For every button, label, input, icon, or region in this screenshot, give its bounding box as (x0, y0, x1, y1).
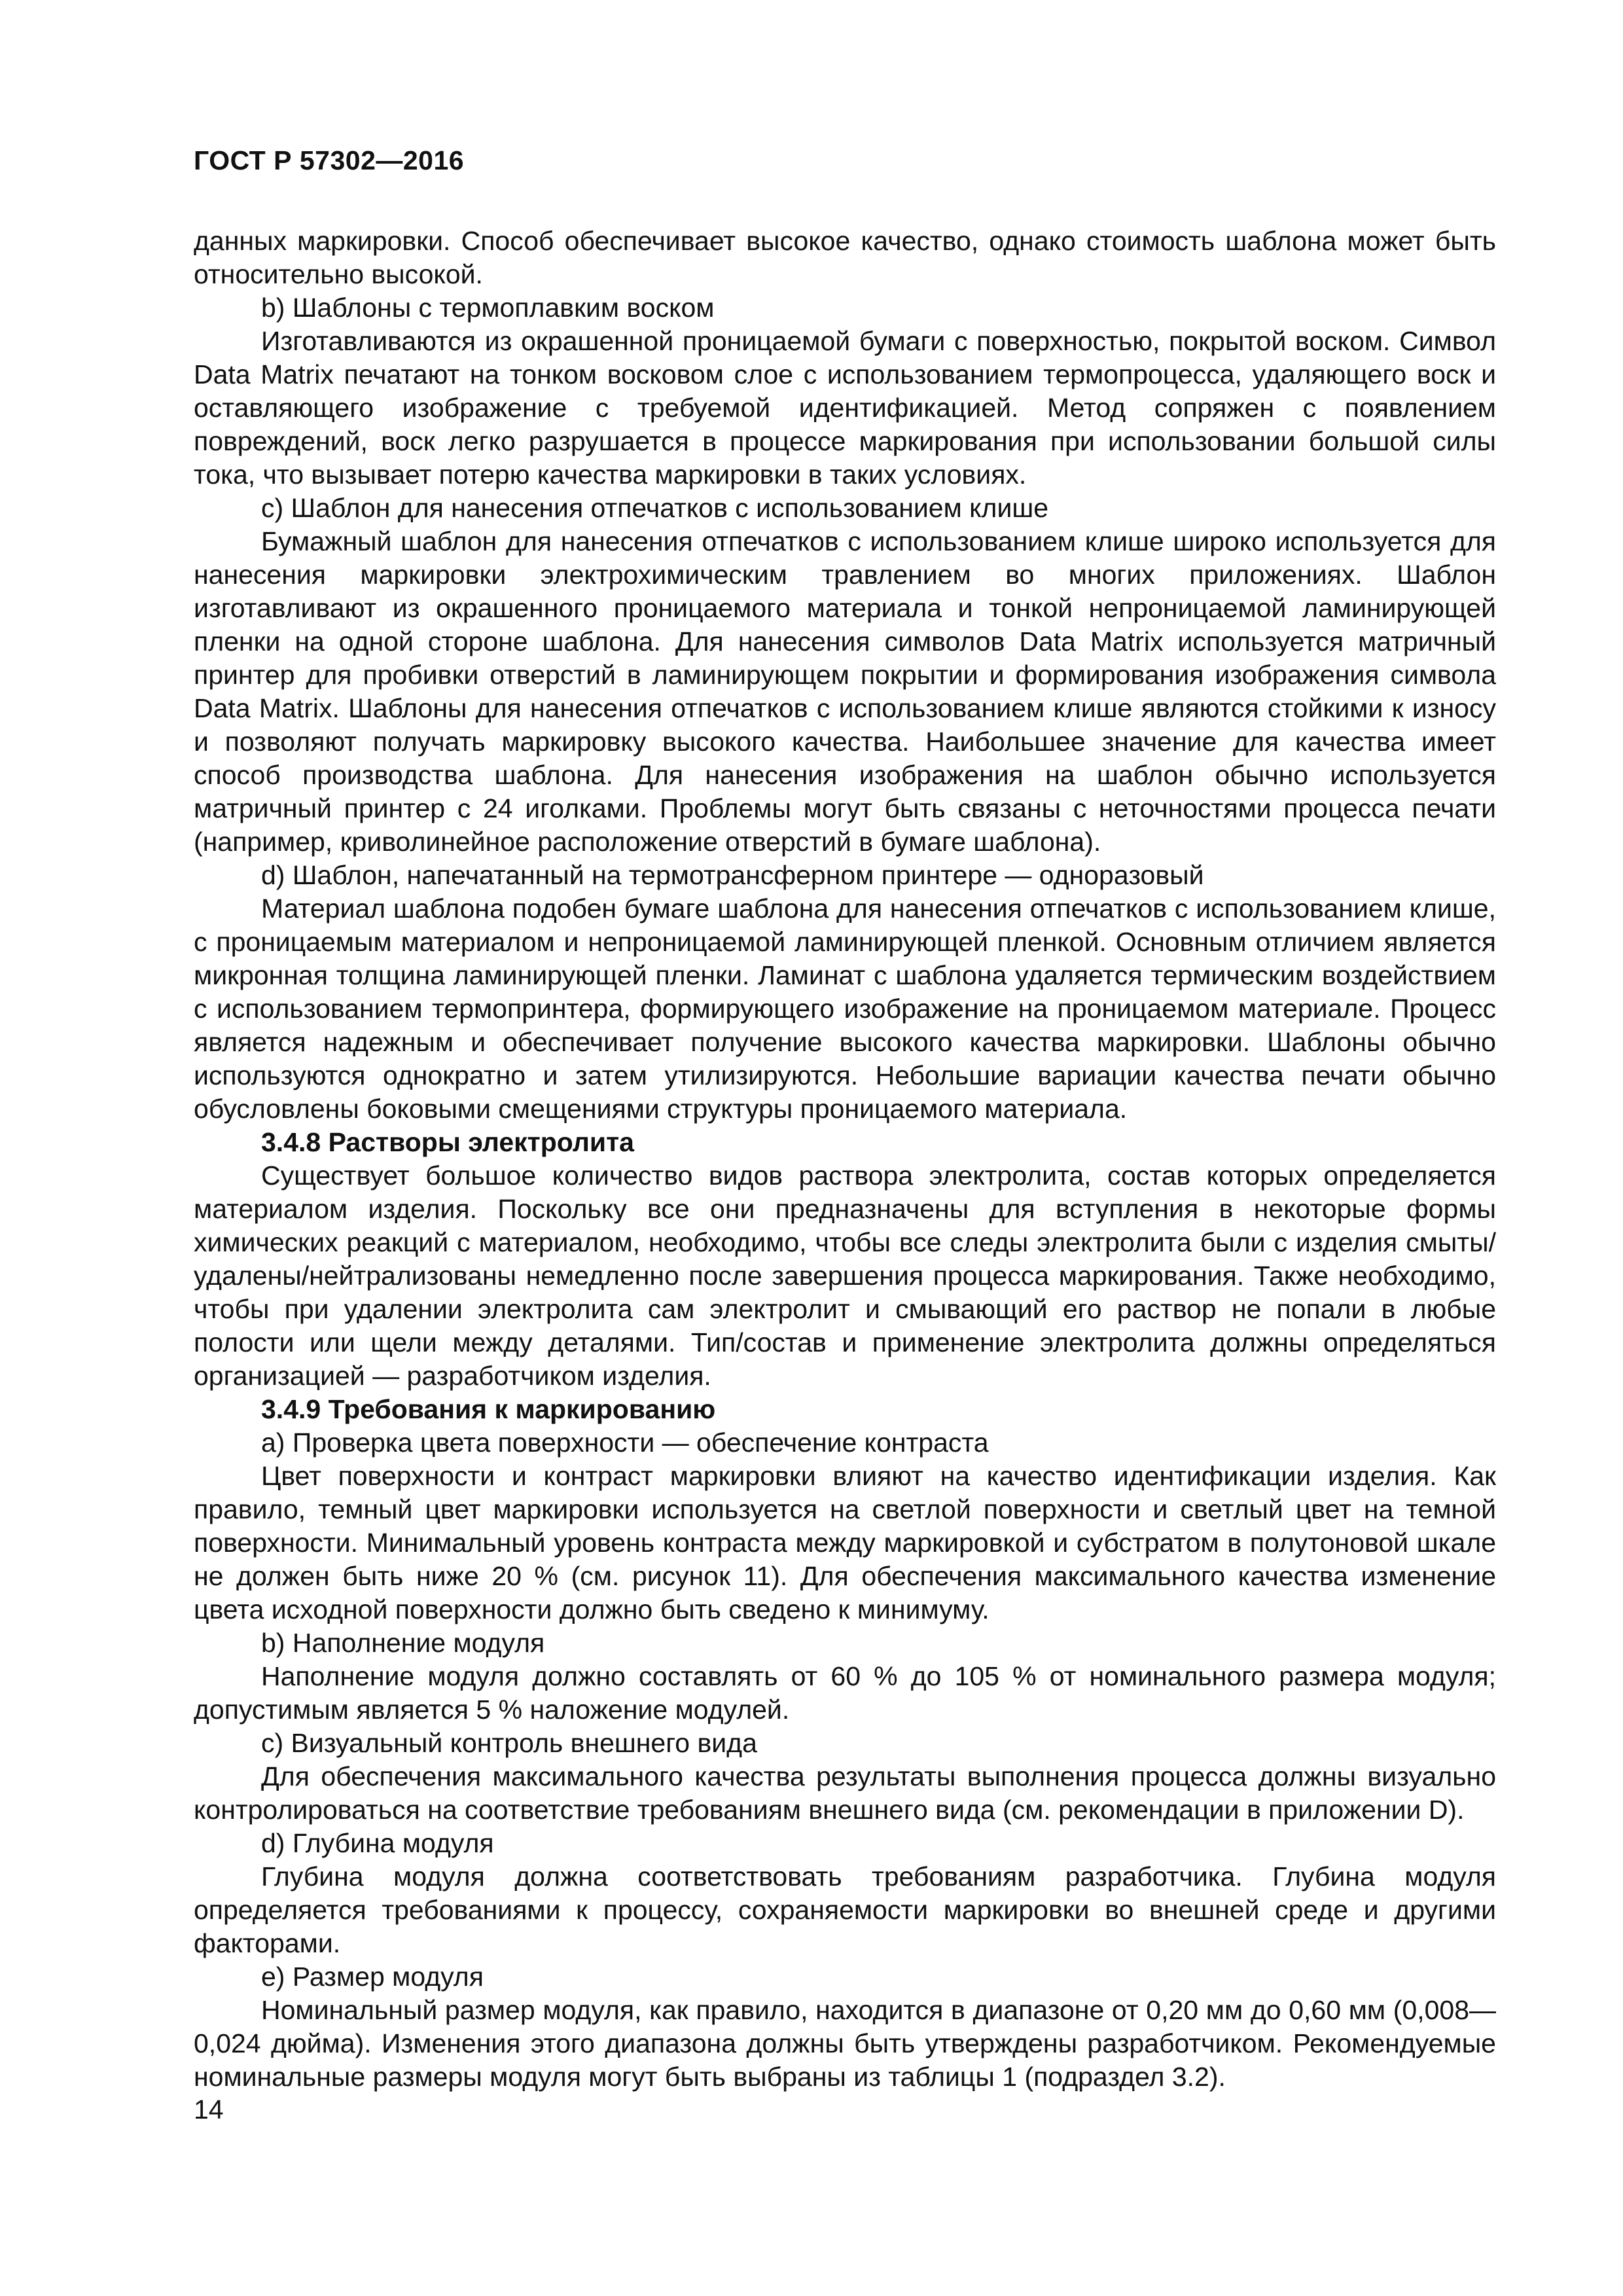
paragraph: данных маркировки. Способ обеспечивает высокое качество, однако стоимость шаблона может быть относительно высокой. (194, 226, 1496, 289)
section-heading: 3.4.8 Растворы электролита (261, 1127, 634, 1157)
list-item-heading: b) Шаблоны с термоплавким воском (261, 293, 715, 323)
paragraph: Бумажный шаблон для нанесения отпечатков с использованием клише широко используется для нанесения маркировки электрохимическим травлением во многих приложениях. Шаблон изготавливают из окрашенного проницаемого материала и тонкой непроницаемой ламинирующей пленки на одной стороне шаблона. Для нанесения символов Data Matrix используется матричный принтер для пробивки отверстий в ламинирующем покрытии и формирования изображения символа Data Matrix. Шаблоны для нанесения отпечатков с использованием клише являются стойкими к износу и позволяют получать маркировку высокого качества. Наибольшее значение для качества имеет способ производства шаблона. Для нанесения изображения на шаблон обычно используется матричный принтер с 24 иголками. Проблемы могут быть связаны с неточностями процесса печати (например, криволинейное расположение отверстий в бумаге шаблона). (194, 526, 1496, 857)
paragraph: Для обеспечения максимального качества результаты выполнения процесса должны визуально контролироваться на соответствие требованиям внешнего вида (см. рекомендации в приложении D). (194, 1761, 1496, 1825)
section-heading: 3.4.9 Требования к маркированию (261, 1394, 716, 1424)
paragraph: Существует большое количество видов раствора электролита, состав которых определяется материалом изделия. Поскольку все они предназначены для вступления в некоторые формы химических реакций с материалом, необходимо, чтобы все следы электролита были с изделия смыты/удалены/нейтрализованы немедленно после завершения процесса маркирования. Также необходимо, чтобы при удалении электролита сам электролит и смывающий его раствор не попали в любые полости или щели между деталями. Тип/состав и применение электролита должны определяться организацией — разработчиком изделия. (194, 1160, 1496, 1391)
list-item-heading: d) Глубина модуля (261, 1828, 494, 1858)
paragraph: Глубина модуля должна соответствовать требованиям разработчика. Глубина модуля определяется требованиями к процессу, сохраняемости маркировки во внешней среде и другими факторами. (194, 1861, 1496, 1958)
list-item-heading: b) Наполнение модуля (261, 1628, 545, 1658)
paragraph: Номинальный размер модуля, как правило, находится в диапазоне от 0,20 мм до 0,60 мм (0,008—0,024 дюйма). Изменения этого диапазона должны быть утверждены разработчиком. Рекомендуемые номинальные размеры модуля могут быть выбраны из таблицы 1 (подраздел 3.2). (194, 1995, 1496, 2092)
list-item-heading: d) Шаблон, напечатанный на термотрансферном принтере — одноразовый (261, 860, 1204, 890)
list-item-heading: a) Проверка цвета поверхности — обеспечение контраста (261, 1427, 989, 1458)
paragraph: Цвет поверхности и контраст маркировки влияют на качество идентификации изделия. Как правило, темный цвет маркировки используется на светлой поверхности и светлый цвет на темной поверхности. Минимальный уровень контраста между маркировкой и субстратом в полутоновой шкале не должен быть ниже 20 % (см. рисунок 11). Для обеспечения максимального качества изменение цвета исходной поверхности должно быть сведено к минимуму. (194, 1461, 1496, 1624)
list-item-heading: e) Размер модуля (261, 1962, 484, 1992)
page-number: 14 (194, 2094, 224, 2125)
list-item-heading: c) Визуальный контроль внешнего вида (261, 1728, 757, 1758)
paragraph: Материал шаблона подобен бумаге шаблона для нанесения отпечатков с использованием клише, с проницаемым материалом и непроницаемой ламинирующей пленкой. Основным отличием является микронная толщина ламинирующей пленки. Ламинат с шаблона удаляется термическим воздействием с использованием термопринтера, формирующего изображение на проницаемом материале. Процесс является надежным и обеспечивает получение высокого качества маркировки. Шаблоны обычно используются однократно и затем утилизируются. Небольшие вариации качества печати обычно обусловлены боковыми смещениями структуры проницаемого материала. (194, 893, 1496, 1124)
body-text (194, 224, 1496, 2094)
paragraph: Изготавливаются из окрашенной проницаемой бумаги с поверхностью, покрытой воском. Символ Data Matrix печатают на тонком восковом слое с использованием термопроцесса, удаляющего воск и оставляющего изображение с требуемой идентификацией. Метод сопряжен с появлением повреждений, воск легко разрушается в процессе маркирования при использовании большой силы тока, что вызывает потерю качества маркировки в таких условиях. (194, 326, 1496, 490)
paragraph: Наполнение модуля должно составлять от 60 % до 105 % от номинального размера модуля; допустимым является 5 % наложение модулей. (194, 1661, 1496, 1725)
standard-code-header: ГОСТ Р 57302—2016 (194, 145, 465, 175)
list-item-heading: c) Шаблон для нанесения отпечатков с использованием клише (261, 493, 1049, 523)
